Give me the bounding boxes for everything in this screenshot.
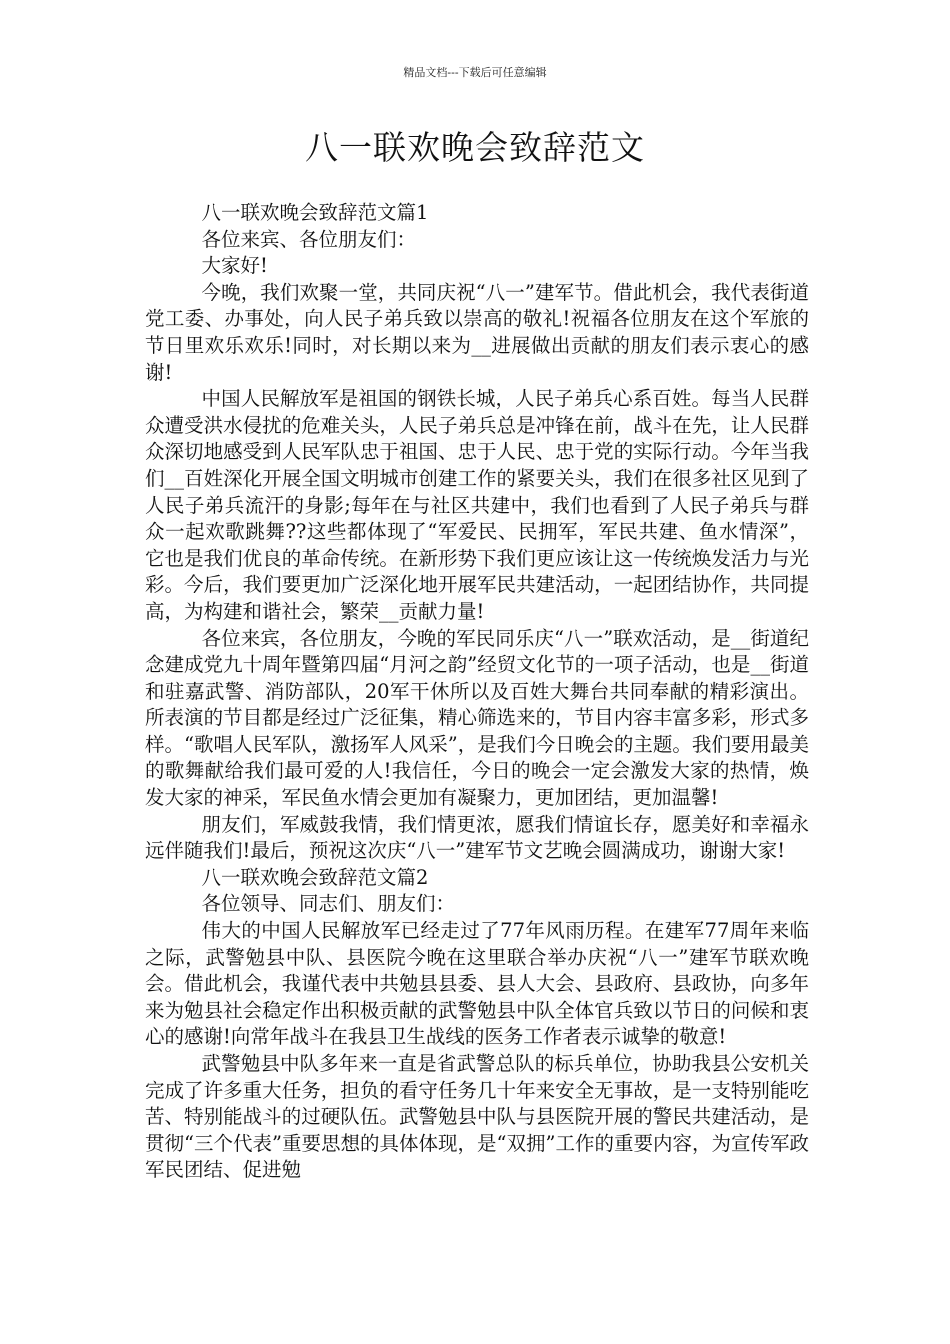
salutation: 各位领导、同志们、朋友们： [201,892,456,916]
section-heading: 八一联欢晚会致辞范文篇1 [201,201,429,224]
section-heading: 八一联欢晚会致辞范文篇2 [201,865,429,889]
document-body [145,200,809,1184]
document-title: 八一联欢晚会致辞范文 [305,128,645,167]
greeting: 大家好! [201,254,268,278]
body-paragraph: 伟大的中国人民解放军已经走过了77年风雨历程。在建军77周年来临之际，武警勉县中队、县医院今晚在这里联合举办庆祝“八一”建军节联欢晚会。借此机会，我谨代表中共勉县县委、县人大会、县政府、县政协，向多年来为勉县社会稳定作出积极贡献的武警勉县中队全体官兵致以节日的问候和衷心的感谢!向常年战斗在我县卫生战线的医务工作者表示诚挚的敬意! [145,919,809,1049]
salutation: 各位来宾、各位朋友们： [201,227,417,251]
body-paragraph: 各位来宾，各位朋友，今晚的军民同乐庆“八一”联欢活动，是__街道纪念建成党九十周年暨第四届“月河之韵”经贸文化节的一项子活动，也是__街道和驻嘉武警、消防部队，20军干休所以及百姓大舞台共同奉献的精彩演出。所表演的节目都是经过广泛征集，精心筛选来的，节目内容丰富多彩，形式多样。“歌唱人民军队，激扬军人风采”，是我们今日晚会的主题。我们要用最美的歌舞献给我们最可爱的人!我信任，今日的晚会一定会激发大家的热情，焕发大家的神采，军民鱼水情会更加有凝聚力，更加团结，更加温馨! [145,626,809,810]
body-paragraph: 朋友们，军威鼓我情，我们情更浓，愿我们情谊长存，愿美好和幸福永远伴随我们!最后，预祝这次庆“八一”建军节文艺晚会圆满成功，谢谢大家! [145,812,809,863]
header-note: 精品文档---下载后可任意编辑 [403,66,547,79]
body-paragraph: 今晚，我们欢聚一堂，共同庆祝“八一”建军节。借此机会，我代表街道党工委、办事处，向人民子弟兵致以崇高的敬礼!祝福各位朋友在这个军旅的节日里欢乐欢乐!同时，对长期以来为__进展做出贡献的朋友们表示衷心的感谢! [145,280,809,384]
body-paragraph: 武警勉县中队多年来一直是省武警总队的标兵单位，协助我县公安机关完成了许多重大任务，担负的看守任务几十年来安全无事故，是一支特别能吃苦、特别能战斗的过硬队伍。武警勉县中队与县医院开展的警民共建活动，是贯彻“三个代表”重要思想的具体体现，是“双拥”工作的重要内容，为宣传军政军民团结、促进勉 [145,1052,809,1182]
body-paragraph: 中国人民解放军是祖国的钢铁长城，人民子弟兵心系百姓。每当人民群众遭受洪水侵扰的危难关头，人民子弟兵总是冲锋在前，战斗在先，让人民群众深切地感受到人民军队忠于祖国、忠于人民、忠于党的实际行动。今年当我们__百姓深化开展全国文明城市创建工作的紧要关头，我们在很多社区见到了人民子弟兵流汗的身影;每年在与社区共建中，我们也看到了人民子弟兵与群众一起欢歌跳舞??这些都体现了“军爱民、民拥军，军民共建、鱼水情深”，它也是我们优良的革命传统。在新形势下我们更应该让这一传统焕发活力与光彩。今后，我们要更加广泛深化地开展军民共建活动，一起团结协作，共同提高，为构建和谐社会，繁荣__贡献力量! [145,387,809,623]
